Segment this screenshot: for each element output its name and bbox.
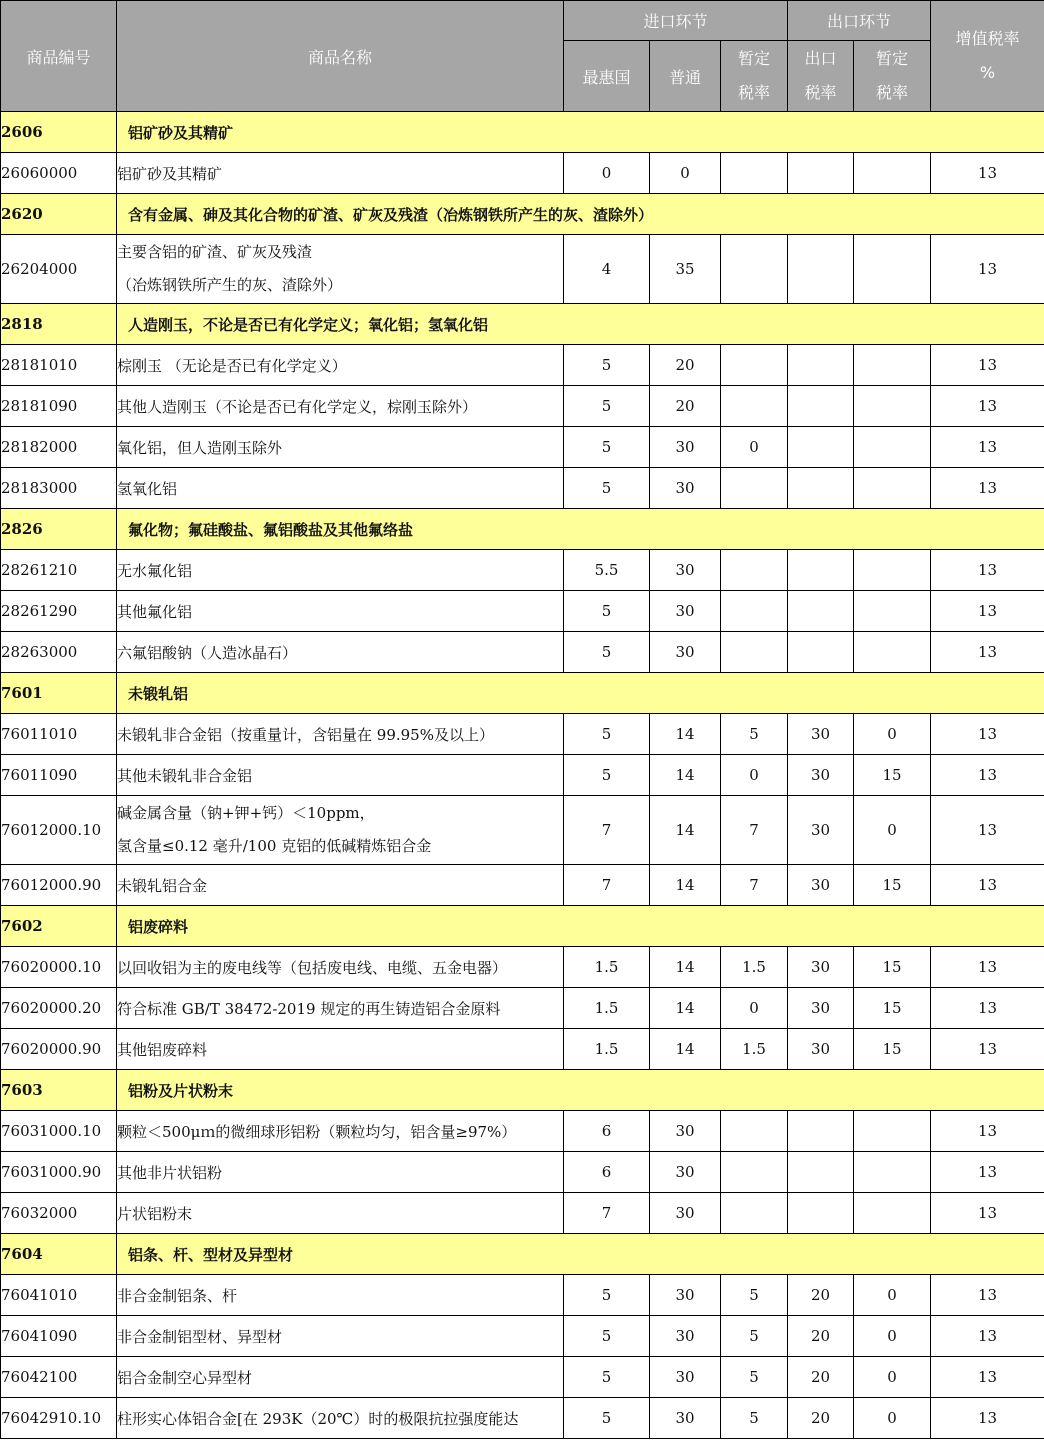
export-temp-rate bbox=[854, 1193, 931, 1234]
general-rate: 35 bbox=[650, 235, 721, 304]
general-rate: 14 bbox=[650, 865, 721, 906]
mfn-rate: 5 bbox=[564, 386, 650, 427]
general-rate: 30 bbox=[650, 468, 721, 509]
header-import-temp-line2: 税率 bbox=[737, 83, 770, 102]
import-temp-rate: 5 bbox=[721, 1357, 788, 1398]
export-temp-rate: 0 bbox=[854, 1316, 931, 1357]
header-import-temp bbox=[721, 41, 788, 112]
import-temp-rate: 1.5 bbox=[721, 947, 788, 988]
vat-rate: 13 bbox=[931, 550, 1044, 591]
mfn-rate: 1.5 bbox=[564, 1029, 650, 1070]
mfn-rate: 5 bbox=[564, 714, 650, 755]
general-rate: 30 bbox=[650, 1357, 721, 1398]
table-row bbox=[1, 865, 1044, 906]
section-row bbox=[1, 112, 1044, 153]
header-vat-line1: 增值税率 bbox=[955, 29, 1020, 48]
item-name: 片状铝粉末 bbox=[117, 1193, 564, 1234]
general-rate: 14 bbox=[650, 947, 721, 988]
mfn-rate: 5 bbox=[564, 591, 650, 632]
section-row bbox=[1, 1070, 1044, 1111]
table-row bbox=[1, 1398, 1044, 1439]
export-rate: 20 bbox=[788, 1275, 854, 1316]
item-name: 其他非片状铝粉 bbox=[117, 1152, 564, 1193]
mfn-rate: 5 bbox=[564, 468, 650, 509]
import-temp-rate bbox=[721, 1111, 788, 1152]
export-temp-rate: 15 bbox=[854, 947, 931, 988]
item-code: 76011090 bbox=[1, 755, 117, 796]
mfn-rate: 6 bbox=[564, 1111, 650, 1152]
mfn-rate: 5 bbox=[564, 632, 650, 673]
export-temp-rate: 0 bbox=[854, 1398, 931, 1439]
mfn-rate: 1.5 bbox=[564, 988, 650, 1029]
export-temp-rate bbox=[854, 550, 931, 591]
table-row bbox=[1, 796, 1044, 865]
general-rate: 30 bbox=[650, 1316, 721, 1357]
export-rate: 30 bbox=[788, 865, 854, 906]
export-temp-rate: 0 bbox=[854, 714, 931, 755]
item-code: 76042100 bbox=[1, 1357, 117, 1398]
section-row bbox=[1, 304, 1044, 345]
export-rate: 20 bbox=[788, 1357, 854, 1398]
section-name: 未锻轧铝 bbox=[117, 673, 1044, 714]
export-temp-rate: 0 bbox=[854, 1275, 931, 1316]
export-rate bbox=[788, 632, 854, 673]
item-code: 76020000.90 bbox=[1, 1029, 117, 1070]
item-code: 28181010 bbox=[1, 345, 117, 386]
import-temp-rate bbox=[721, 550, 788, 591]
item-name: 六氟铝酸钠（人造冰晶石） bbox=[117, 632, 564, 673]
mfn-rate: 4 bbox=[564, 235, 650, 304]
item-code: 28181090 bbox=[1, 386, 117, 427]
general-rate: 30 bbox=[650, 427, 721, 468]
export-rate bbox=[788, 345, 854, 386]
import-temp-rate: 1.5 bbox=[721, 1029, 788, 1070]
section-name: 含有金属、砷及其化合物的矿渣、矿灰及残渣（冶炼钢铁所产生的灰、渣除外） bbox=[117, 194, 1044, 235]
item-code: 76020000.10 bbox=[1, 947, 117, 988]
item-code: 28263000 bbox=[1, 632, 117, 673]
section-row bbox=[1, 194, 1044, 235]
item-name: 颗粒＜500μｍ的微细球形铝粉（颗粒均匀，铝含量≥97%） bbox=[117, 1111, 564, 1152]
vat-rate: 13 bbox=[931, 632, 1044, 673]
table-row bbox=[1, 714, 1044, 755]
item-code: 28182000 bbox=[1, 427, 117, 468]
section-name: 氟化物；氟硅酸盐、氟铝酸盐及其他氟络盐 bbox=[117, 509, 1044, 550]
table-header bbox=[1, 1, 1044, 112]
general-rate: 30 bbox=[650, 550, 721, 591]
export-temp-rate: 15 bbox=[854, 988, 931, 1029]
mfn-rate: 7 bbox=[564, 796, 650, 865]
item-name: 符合标准 GB/T 38472-2019 规定的再生铸造铝合金原料 bbox=[117, 988, 564, 1029]
table-body bbox=[1, 112, 1044, 1439]
export-rate bbox=[788, 550, 854, 591]
item-code: 76012000.10 bbox=[1, 796, 117, 865]
table-row bbox=[1, 591, 1044, 632]
item-code: 76042910.10 bbox=[1, 1398, 117, 1439]
import-temp-rate: 0 bbox=[721, 988, 788, 1029]
export-temp-rate bbox=[854, 632, 931, 673]
item-name: 其他氟化铝 bbox=[117, 591, 564, 632]
item-name-line1: 碱金属含量（钠+钾+钙）＜10ppm， bbox=[117, 804, 375, 822]
table-row bbox=[1, 235, 1044, 304]
export-temp-rate bbox=[854, 1111, 931, 1152]
mfn-rate: 1.5 bbox=[564, 947, 650, 988]
export-rate: 30 bbox=[788, 796, 854, 865]
import-temp-rate bbox=[721, 153, 788, 194]
general-rate: 14 bbox=[650, 755, 721, 796]
general-rate: 30 bbox=[650, 1275, 721, 1316]
vat-rate: 13 bbox=[931, 235, 1044, 304]
header-import-group: 进口环节 bbox=[564, 1, 788, 41]
header-code: 商品编号 bbox=[1, 1, 117, 112]
export-temp-rate bbox=[854, 235, 931, 304]
item-name bbox=[117, 796, 564, 865]
vat-rate: 13 bbox=[931, 468, 1044, 509]
table-row bbox=[1, 947, 1044, 988]
export-temp-rate bbox=[854, 468, 931, 509]
export-rate bbox=[788, 1193, 854, 1234]
section-name: 铝条、杆、型材及异型材 bbox=[117, 1234, 1044, 1275]
import-temp-rate: 7 bbox=[721, 796, 788, 865]
table-row bbox=[1, 1193, 1044, 1234]
item-name: 其他人造刚玉（不论是否已有化学定义，棕刚玉除外） bbox=[117, 386, 564, 427]
vat-rate: 13 bbox=[931, 386, 1044, 427]
import-temp-rate: 5 bbox=[721, 714, 788, 755]
table-row bbox=[1, 427, 1044, 468]
header-export-temp-line2: 税率 bbox=[876, 83, 909, 102]
export-rate: 30 bbox=[788, 1029, 854, 1070]
export-temp-rate: 0 bbox=[854, 1357, 931, 1398]
item-name: 未锻轧铝合金 bbox=[117, 865, 564, 906]
general-rate: 14 bbox=[650, 1029, 721, 1070]
header-export-group: 出口环节 bbox=[788, 1, 931, 41]
export-temp-rate bbox=[854, 153, 931, 194]
item-code: 76031000.90 bbox=[1, 1152, 117, 1193]
section-row bbox=[1, 906, 1044, 947]
general-rate: 14 bbox=[650, 988, 721, 1029]
item-name-line1: 主要含铝的矿渣、矿灰及残渣 bbox=[117, 243, 313, 261]
general-rate: 20 bbox=[650, 345, 721, 386]
item-name: 氧化铝，但人造刚玉除外 bbox=[117, 427, 564, 468]
import-temp-rate bbox=[721, 1152, 788, 1193]
general-rate: 30 bbox=[650, 591, 721, 632]
header-export-rate-line1: 出口 bbox=[804, 49, 837, 68]
item-name-line2: （冶炼钢铁所产生的灰、渣除外） bbox=[117, 276, 343, 294]
section-code: 2818 bbox=[1, 304, 117, 345]
vat-rate: 13 bbox=[931, 1111, 1044, 1152]
vat-rate: 13 bbox=[931, 1275, 1044, 1316]
export-rate bbox=[788, 153, 854, 194]
header-import-temp-line1: 暂定 bbox=[737, 49, 770, 68]
export-temp-rate: 15 bbox=[854, 865, 931, 906]
import-temp-rate bbox=[721, 235, 788, 304]
item-name: 非合金制铝型材、异型材 bbox=[117, 1316, 564, 1357]
section-name: 铝矿砂及其精矿 bbox=[117, 112, 1044, 153]
section-code: 7604 bbox=[1, 1234, 117, 1275]
mfn-rate: 7 bbox=[564, 1193, 650, 1234]
table-row bbox=[1, 386, 1044, 427]
vat-rate: 13 bbox=[931, 947, 1044, 988]
section-code: 7602 bbox=[1, 906, 117, 947]
header-vat-line2: % bbox=[979, 63, 996, 82]
export-rate bbox=[788, 235, 854, 304]
item-code: 76041010 bbox=[1, 1275, 117, 1316]
section-row bbox=[1, 673, 1044, 714]
mfn-rate: 0 bbox=[564, 153, 650, 194]
vat-rate: 13 bbox=[931, 1029, 1044, 1070]
general-rate: 30 bbox=[650, 1193, 721, 1234]
table-row bbox=[1, 1111, 1044, 1152]
item-code: 76031000.10 bbox=[1, 1111, 117, 1152]
header-mfn: 最惠国 bbox=[564, 41, 650, 112]
item-name bbox=[117, 235, 564, 304]
item-code: 76012000.90 bbox=[1, 865, 117, 906]
export-rate: 30 bbox=[788, 988, 854, 1029]
import-temp-rate: 5 bbox=[721, 1316, 788, 1357]
item-name: 非合金制铝条、杆 bbox=[117, 1275, 564, 1316]
general-rate: 14 bbox=[650, 714, 721, 755]
section-row bbox=[1, 509, 1044, 550]
item-code: 28261290 bbox=[1, 591, 117, 632]
export-rate bbox=[788, 591, 854, 632]
item-name: 无水氟化铝 bbox=[117, 550, 564, 591]
mfn-rate: 5 bbox=[564, 1357, 650, 1398]
mfn-rate: 5 bbox=[564, 1316, 650, 1357]
export-rate bbox=[788, 468, 854, 509]
item-name: 其他铝废碎料 bbox=[117, 1029, 564, 1070]
table-row bbox=[1, 345, 1044, 386]
table-row bbox=[1, 755, 1044, 796]
item-name: 铝合金制空心异型材 bbox=[117, 1357, 564, 1398]
vat-rate: 13 bbox=[931, 1193, 1044, 1234]
export-temp-rate: 15 bbox=[854, 1029, 931, 1070]
header-general: 普通 bbox=[650, 41, 721, 112]
mfn-rate: 5 bbox=[564, 755, 650, 796]
import-temp-rate bbox=[721, 1193, 788, 1234]
item-code: 26060000 bbox=[1, 153, 117, 194]
item-code: 76041090 bbox=[1, 1316, 117, 1357]
table-row bbox=[1, 550, 1044, 591]
import-temp-rate bbox=[721, 591, 788, 632]
header-vat bbox=[931, 1, 1044, 112]
item-code: 76011010 bbox=[1, 714, 117, 755]
export-temp-rate bbox=[854, 427, 931, 468]
import-temp-rate: 5 bbox=[721, 1398, 788, 1439]
vat-rate: 13 bbox=[931, 714, 1044, 755]
import-temp-rate bbox=[721, 386, 788, 427]
section-code: 2620 bbox=[1, 194, 117, 235]
table-row bbox=[1, 468, 1044, 509]
header-export-temp bbox=[854, 41, 931, 112]
item-name: 氢氧化铝 bbox=[117, 468, 564, 509]
export-temp-rate bbox=[854, 1152, 931, 1193]
export-rate: 30 bbox=[788, 947, 854, 988]
import-temp-rate: 5 bbox=[721, 1275, 788, 1316]
mfn-rate: 5 bbox=[564, 345, 650, 386]
mfn-rate: 5.5 bbox=[564, 550, 650, 591]
import-temp-rate: 7 bbox=[721, 865, 788, 906]
export-temp-rate bbox=[854, 591, 931, 632]
item-code: 76020000.20 bbox=[1, 988, 117, 1029]
import-temp-rate bbox=[721, 632, 788, 673]
table-row bbox=[1, 153, 1044, 194]
export-rate: 30 bbox=[788, 755, 854, 796]
table-row bbox=[1, 1152, 1044, 1193]
section-code: 7603 bbox=[1, 1070, 117, 1111]
item-name-line2: 氢含量≤0.12 毫升/100 克铝的低碱精炼铝合金 bbox=[117, 837, 432, 855]
import-temp-rate: 0 bbox=[721, 427, 788, 468]
mfn-rate: 7 bbox=[564, 865, 650, 906]
import-temp-rate bbox=[721, 345, 788, 386]
export-temp-rate bbox=[854, 345, 931, 386]
item-name: 铝矿砂及其精矿 bbox=[117, 153, 564, 194]
header-name: 商品名称 bbox=[117, 1, 564, 112]
export-rate bbox=[788, 386, 854, 427]
section-code: 2606 bbox=[1, 112, 117, 153]
vat-rate: 13 bbox=[931, 1152, 1044, 1193]
section-code: 2826 bbox=[1, 509, 117, 550]
vat-rate: 13 bbox=[931, 1316, 1044, 1357]
table-row bbox=[1, 1357, 1044, 1398]
vat-rate: 13 bbox=[931, 755, 1044, 796]
vat-rate: 13 bbox=[931, 988, 1044, 1029]
section-row bbox=[1, 1234, 1044, 1275]
vat-rate: 13 bbox=[931, 796, 1044, 865]
item-name: 以回收铝为主的废电线等（包括废电线、电缆、五金电器） bbox=[117, 947, 564, 988]
section-name: 人造刚玉，不论是否已有化学定义；氧化铝；氢氧化铝 bbox=[117, 304, 1044, 345]
item-code: 76032000 bbox=[1, 1193, 117, 1234]
general-rate: 14 bbox=[650, 796, 721, 865]
vat-rate: 13 bbox=[931, 427, 1044, 468]
general-rate: 30 bbox=[650, 632, 721, 673]
export-temp-rate bbox=[854, 386, 931, 427]
item-name: 柱形实心体铝合金[在 293K（20℃）时的极限抗拉强度能达 bbox=[117, 1398, 564, 1439]
export-temp-rate: 0 bbox=[854, 796, 931, 865]
section-name: 铝粉及片状粉末 bbox=[117, 1070, 1044, 1111]
vat-rate: 13 bbox=[931, 865, 1044, 906]
vat-rate: 13 bbox=[931, 345, 1044, 386]
export-rate bbox=[788, 1152, 854, 1193]
mfn-rate: 5 bbox=[564, 427, 650, 468]
export-rate bbox=[788, 1111, 854, 1152]
export-rate: 30 bbox=[788, 714, 854, 755]
header-export-temp-line1: 暂定 bbox=[876, 49, 909, 68]
vat-rate: 13 bbox=[931, 591, 1044, 632]
general-rate: 30 bbox=[650, 1111, 721, 1152]
header-export-rate bbox=[788, 41, 854, 112]
general-rate: 0 bbox=[650, 153, 721, 194]
export-temp-rate: 15 bbox=[854, 755, 931, 796]
import-temp-rate: 0 bbox=[721, 755, 788, 796]
section-name: 铝废碎料 bbox=[117, 906, 1044, 947]
item-name: 棕刚玉 （无论是否已有化学定义） bbox=[117, 345, 564, 386]
item-name: 未锻轧非合金铝（按重量计，含铝量在 99.95%及以上） bbox=[117, 714, 564, 755]
mfn-rate: 5 bbox=[564, 1398, 650, 1439]
general-rate: 30 bbox=[650, 1398, 721, 1439]
section-code: 7601 bbox=[1, 673, 117, 714]
export-rate: 20 bbox=[788, 1398, 854, 1439]
table-row bbox=[1, 632, 1044, 673]
table-row bbox=[1, 988, 1044, 1029]
general-rate: 30 bbox=[650, 1152, 721, 1193]
table-row bbox=[1, 1316, 1044, 1357]
table-row bbox=[1, 1029, 1044, 1070]
item-code: 28183000 bbox=[1, 468, 117, 509]
mfn-rate: 6 bbox=[564, 1152, 650, 1193]
header-export-rate-line2: 税率 bbox=[804, 83, 837, 102]
item-code: 26204000 bbox=[1, 235, 117, 304]
general-rate: 20 bbox=[650, 386, 721, 427]
item-name: 其他未锻轧非合金铝 bbox=[117, 755, 564, 796]
mfn-rate: 5 bbox=[564, 1275, 650, 1316]
vat-rate: 13 bbox=[931, 1357, 1044, 1398]
table-row bbox=[1, 1275, 1044, 1316]
vat-rate: 13 bbox=[931, 153, 1044, 194]
vat-rate: 13 bbox=[931, 1398, 1044, 1439]
export-rate bbox=[788, 427, 854, 468]
export-rate: 20 bbox=[788, 1316, 854, 1357]
item-code: 28261210 bbox=[1, 550, 117, 591]
import-temp-rate bbox=[721, 468, 788, 509]
